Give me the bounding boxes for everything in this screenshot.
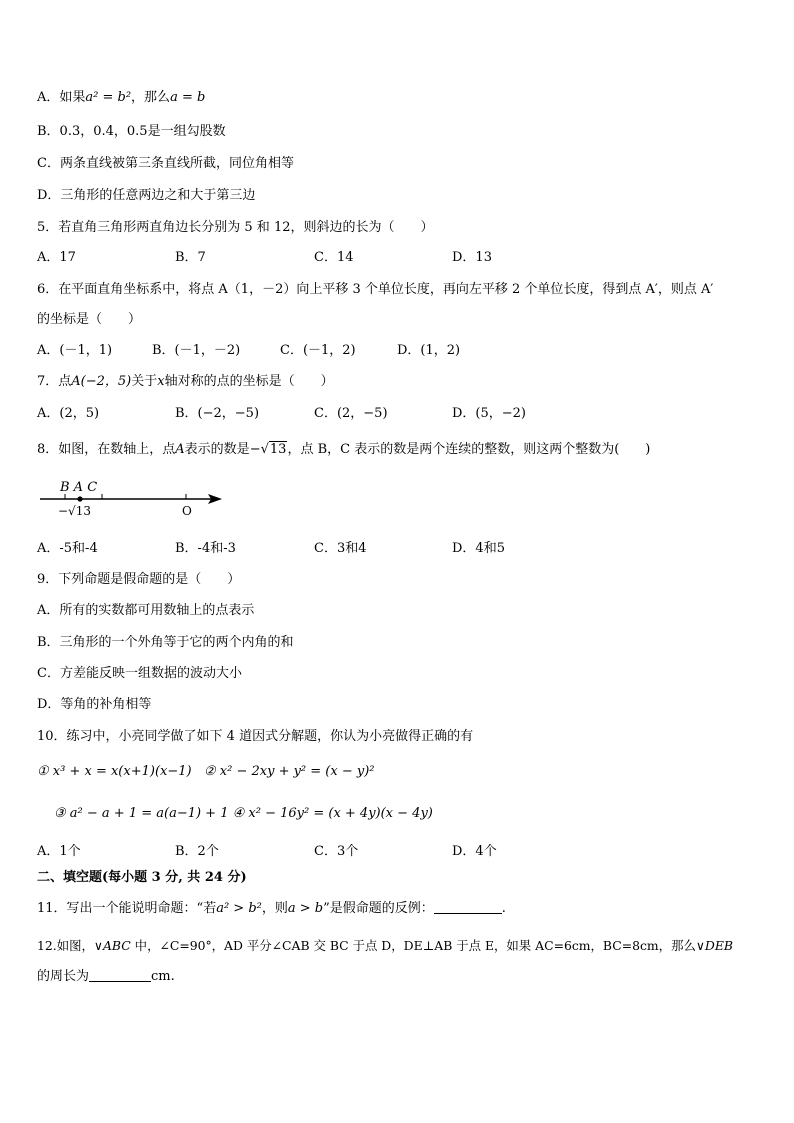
q10-option-c: C．3个 [314,844,359,859]
q11-answer-blank[interactable] [434,899,502,914]
prev-option-d: D．三角形的任意两边之和大于第三边 [37,188,256,203]
q11-stem: 11．写出一个能说明命题：“若a² > b²，则a > b”是假命题的反例： . [37,901,506,916]
q12-stem-line1: 12.如图，∨ABC 中，∠C=90°，AD 平分∠CAB 交 BC 于点 D，DE⊥AB 于点 E，如果 AC=6cm，BC=8cm，那么∨DEB [37,938,734,953]
q7-option-a: A．(2，5) [37,406,100,421]
number-line-figure [36,478,226,520]
q9-option-c: C．方差能反映一组数据的波动大小 [37,666,242,681]
q5-option-b: B．7 [175,250,206,265]
q6-stem-line1: 6．在平面直角坐标系中，将点 A（1，－2）向上平移 3 个单位长度，再向左平移 2 个单位长度，得到点 A′，则点 A′ [37,282,714,297]
q9-option-a: A．所有的实数都可用数轴上的点表示 [37,603,255,618]
q10-expr-1: ① x³ + x = x(x+1)(x−1) [37,764,192,779]
q8-option-b: B．-4和-3 [175,541,236,556]
figure-point-labels: B A C [60,480,98,495]
q5-option-d: D．13 [452,250,492,265]
q8-option-a: A．-5和-4 [37,541,98,556]
section-2-title: 二、填空题(每小题 3 分, 共 24 分) [37,870,247,885]
point-a-dot [77,496,82,501]
q6-option-b: B．(－1，－2) [152,343,241,358]
q10-stem: 10．练习中，小亮同学做了如下 4 道因式分解题，你认为小亮做得正确的有 [37,729,474,744]
q10-option-d: D．4个 [452,844,497,859]
q5-stem: 5．若直角三角形两直角边长分别为 5 和 12，则斜边的长为（ ） [37,220,434,235]
q7-option-d: D．(5，−2) [452,406,527,421]
q10-expressions-3-4 [54,805,433,823]
q9-stem: 9．下列命题是假命题的是（ ） [37,572,241,587]
q12-stem-line2: 的周长为 cm. [37,969,175,984]
q6-stem-line2: 的坐标是（ ） [37,312,142,327]
q12-answer-blank[interactable] [89,967,151,982]
q8-stem: 8．如图，在数轴上，点A表示的数是−√13，点 B，C 表示的数是两个连续的整数，则这两个整数为( ) [37,442,651,457]
q6-option-c: C．(－1，2) [280,343,356,358]
q10-expr-4: ④ x² − 16y² = (x + 4y)(x − 4y) [232,806,433,821]
q10-expressions-1-2 [37,763,375,781]
prev-option-b: B．0.3，0.4，0.5是一组勾股数 [37,124,226,139]
q8-option-d: D．4和5 [452,541,505,556]
q5-option-a: A．17 [37,250,76,265]
q9-option-b: B．三角形的一个外角等于它的两个内角的和 [37,635,294,650]
q8-option-c: C．3和4 [314,541,367,556]
q6-option-d: D．(1，2) [397,343,461,358]
q7-option-b: B．(−2，−5) [175,406,260,421]
q5-option-c: C．14 [314,250,354,265]
prev-option-c: C．两条直线被第三条直线所截，同位角相等 [37,156,294,171]
prev-option-a: A．如果a² = b²，那么a = b [37,90,206,105]
q10-expr-2: ② x² − 2xy + y² = (x − y)² [204,764,375,779]
q9-option-d: D．等角的补角相等 [37,697,152,712]
q6-option-a: A．(－1，1) [37,343,113,358]
q7-stem: 7．点A(−2，5)关于x轴对称的点的坐标是（ ） [37,374,334,389]
point-a-value: −√13 [58,504,91,518]
negative-sqrt13: −√13 [249,442,287,457]
origin-label: O [182,504,192,518]
q10-option-a: A．1个 [37,844,81,859]
q10-expr-3: ③ a² − a + 1 = a(a−1) + 1 [54,806,229,821]
q7-option-c: C．(2，−5) [314,406,388,421]
q10-option-b: B．2个 [175,844,219,859]
